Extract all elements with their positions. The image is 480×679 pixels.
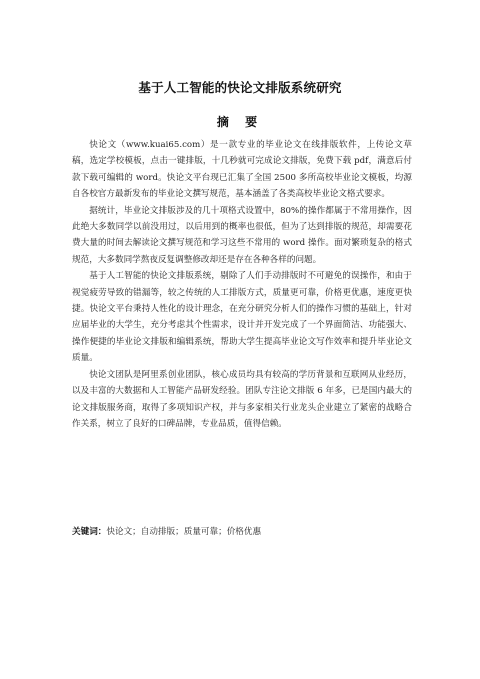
abstract-heading: 摘 要 (216, 115, 264, 129)
keywords-text: 快论文；自动排版；质量可靠；价格优惠 (106, 527, 262, 537)
keywords-line (72, 524, 412, 540)
abstract-paragraph-1: 快论文（www.kuai65.com）是一款专业的毕业论文在线排版软件，上传论文草稿，选定学校模板，点击一键排版，十几秒就可完成论文排版，免费下载 pdf，满意后付款下载可编辑的 word。快论文平台现已汇集了全国 2500 多所高校毕业论文模板，均源自各校官方最新发布的毕业论文撰写规范，基本涵盖了各类高校毕业论文格式要求。 (72, 140, 412, 200)
abstract-paragraph-3: 基于人工智能的快论文排版系统，剔除了人们手动排版时不可避免的误操作，和由于视觉疲劳导致的错漏等，较之传统的人工排版方式，质量更可靠，价格更优惠，速度更快捷。快论文平台秉持人性化的设计理念，在充分研究分析人们的操作习惯的基础上，针对应届毕业的大学生，充分考虑其个性需求，设计并开发完成了一个界面简洁、功能强大、操作便捷的毕业论文排版和编辑系统，帮助大学生提高毕业论文写作效率和提升毕业论文质量。 (72, 271, 412, 364)
abstract-paragraph-4: 快论文团队是阿里系创业团队，核心成员均具有较高的学历背景和互联网从业经历，以及丰富的大数据和人工智能产品研发经验。团队专注论文排版 6 年多，已是国内最大的论文排版服务商，取得了多项知识产权，并与多家相关行业龙头企业建立了紧密的战略合作关系，树立了良好的口碑品牌，专业品质，值得信赖。 (72, 369, 412, 429)
abstract-paragraph-2: 据统计，毕业论文排版涉及的几十项格式设置中，80%的操作都属于不常用操作，因此绝大多数同学以前没用过，以后用到的概率也很低，但为了达到排版的规范，却需要花费大量的时间去解读论文撰写规范和学习这些不常用的 word 操作。面对繁琐复杂的格式规范，大多数同学熬夜反复调整修改却还是存在各种各样的问题。 (72, 205, 412, 265)
abstract-body (72, 137, 412, 432)
keywords-label: 关键词： (72, 527, 107, 537)
document-title: 基于人工智能的快论文排版系统研究 (138, 80, 342, 95)
